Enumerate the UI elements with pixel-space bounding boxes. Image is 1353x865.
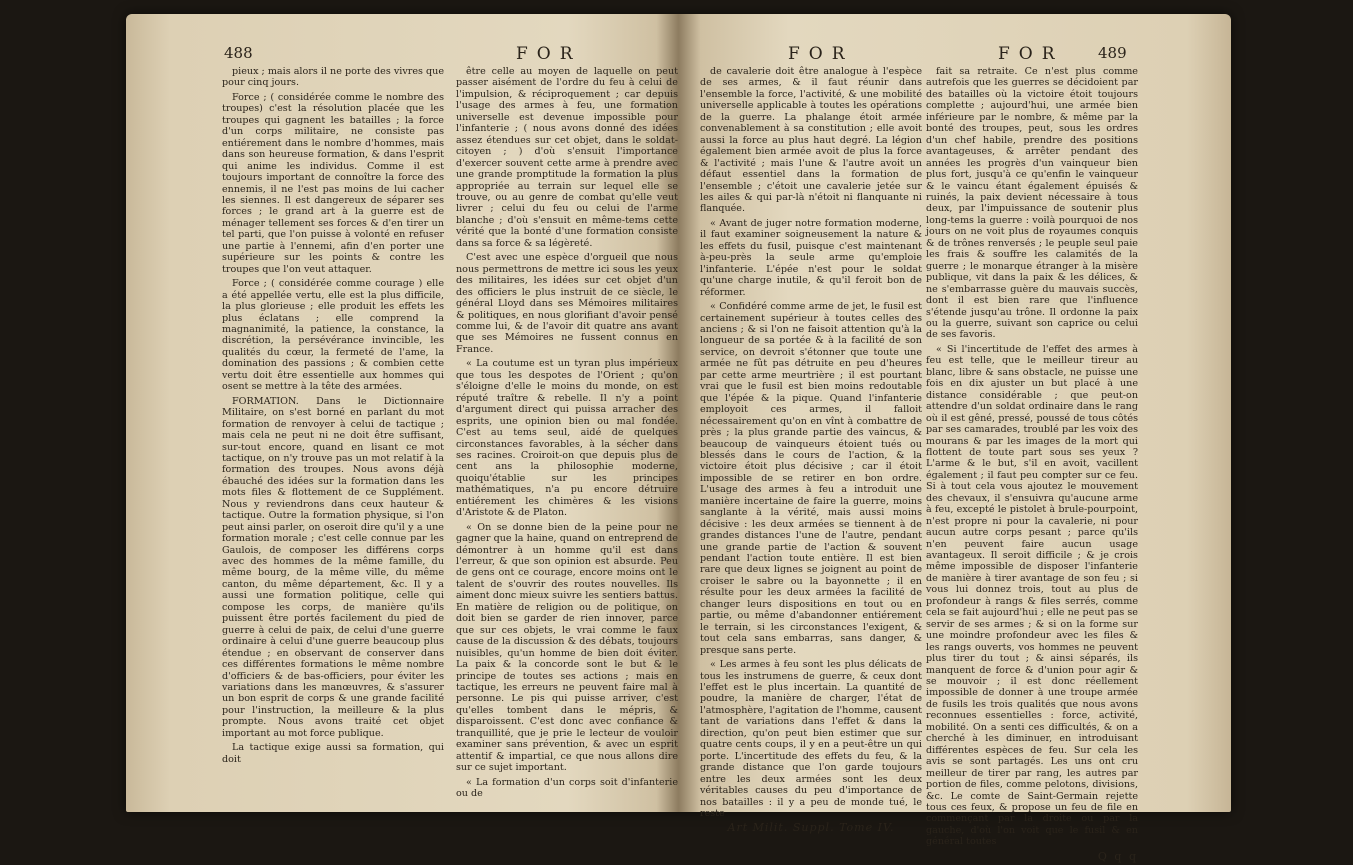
left-page	[216, 14, 686, 812]
paragraph: Force ; ( considérée comme le nombre des troupes) c'est la résolution placée que les troupes qui gagnent les batailles ; la force d'un corps militaire, ne consiste pas entiérement dans le nombre d'hommes, mais dans son heureuse formation, & dans l'esprit qui anime les individus. Comme il est toujours important de connoître la force des ennemis, il ne l'est pas moins de lui cacher les siennes. Il est dangereux de séparer ses forces ; le grand art à la guerre est de ménager tellement ses forces & d'en tirer un tel parti, que l'on puisse à volonté en refuser une partie à l'ennemi, afin d'en porter une supérieure sur les points & contre les troupes que l'on veut attaquer.	[222, 91, 444, 275]
right-column-2	[926, 66, 1138, 865]
paragraph: « Avant de juger notre formation moderne, il faut examiner soigneusement la nature & les effets du fusil, puisque c'est maintenant à-peu-près la seule arme qu'emploie l'infanterie. L'épée n'est pour le soldat qu'une charge inutile, & qu'il feroit bon de réformer.	[700, 217, 922, 298]
right-page-header	[698, 14, 1138, 64]
paragraph: de cavalerie doit être analogue à l'espèce de ses armes, & il faut réunir dans l'ensemble la force, l'activité, & une mobilité universelle applicable à toutes les opérations de la guerre. La phalange étoit armée convenablement à sa constitution ; elle avoit aussi la force au plus haut degré. La légion également bien armée avoit de plus la force & l'activité ; mais l'une & l'autre avoit un défaut essentiel dans la formation de l'ensemble ; c'étoit une cavalerie jetée sur les ailes & qui par-là n'étoit ni flanquante ni flanquée.	[700, 66, 922, 215]
paragraph: La tactique exige aussi sa formation, qui doit	[222, 742, 444, 765]
left-page-header	[216, 14, 686, 64]
paragraph: FORMATION. Dans le Dictionnaire Militaire, on s'est borné en parlant du mot formation de renvoyer à celui de tactique ; mais cela ne peut ni ne doit être suffisant, sur-tout encore, quand en lisant ce mot tactique, on n'y trouve pas un mot relatif à la formation des troupes. Nous avons déjà ébauché des idées sur la formation dans les mots files & flottement de ce Supplément. Nous y reviendrons dans ceux hauteur & tactique. Outre la formation physique, si l'on peut ainsi parler, on oseroit dire qu'il y a une formation morale ; c'est celle connue par les Gaulois, de composer les différens corps avec des hommes de la même famille, du même bourg, de la même ville, du même canton, du même département, &c. Il y a aussi une formation politique, celle qui compose les corps, de manière qu'ils puissent être portés facilement du pied de guerre à celui de paix, de celui d'une guerre ordinaire à celui d'une guerre beaucoup plus étendue ; en observant de conserver dans ces différentes formations le même nombre d'officiers & de bas-officiers, pour éviter les variations dans les manœuvres, & s'assurer un bon esprit de corps & une grande facilité pour l'instruction, la meilleure & la plus prompte. Nous avons traité cet objet important au mot force publique.	[222, 395, 444, 739]
right-running-head-2: FOR	[998, 44, 1064, 64]
left-column-2	[456, 66, 678, 803]
paragraph: pieux ; mais alors il ne porte des vivres que pour cinq jours.	[222, 66, 444, 89]
left-column-1	[222, 66, 444, 768]
paragraph: être celle au moyen de laquelle on peut passer aisément de l'ordre du feu à celui de l'impulsion, & réciproquement ; car depuis l'usage des armes à feu, une formation universelle est devenue impossible pour l'infanterie ; ( nous avons donné des idées assez étendues sur cet objet, dans le soldat-citoyen ; ) d'où s'ensuit l'importance d'exercer souvent cette arme à prendre avec une grande promptitude la formation la plus appropriée au terrain sur lequel elle se trouve, ou au genre de combat qu'elle veut livrer ; celui du feu ou celui de l'arme blanche ; d'où s'ensuit en même-tems cette vérité que la bonté d'une formation consiste dans sa force & sa légèreté.	[456, 66, 678, 249]
paragraph: « Les armes à feu sont les plus délicats de tous les instrumens de guerre, & ceux dont l'effet est le plus incertain. La quantité de poudre, la manière de charger, l'état de l'atmosphère, l'agitation de l'homme, causent tant de variations dans l'effet & dans la direction, qu'on peut bien estimer que sur quatre cents coups, il y en a peut-être un qui porte. L'incertitude des effets du feu, & la grande distance que l'on garde toujours entre les deux armées sont les deux véritables causes du peu d'importance de nos batailles : il y a peu de monde tué, le reste	[700, 659, 922, 819]
right-column-1	[700, 66, 922, 837]
left-page-number: 488	[224, 44, 253, 62]
paragraph: « La formation d'un corps soit d'infanterie ou de	[456, 776, 678, 800]
page-signature: Art Milit. Suppl. Tome IV.	[727, 821, 895, 835]
paragraph: « On se donne bien de la peine pour ne gagner que la haine, quand on entreprend de démontrer à un homme qu'il est dans l'erreur, & que son opinion est absurde. Peu de gens ont ce courage, encore moins ont le talent de s'ouvrir des routes nouvelles. Ils aiment donc mieux suivre les sentiers battus. En matière de religion ou de politique, on doit bien se garder de rien innover, parce que sur ces objets, le vrai comme le faux cause de la discussion & des débats, toujours nuisibles, qu'un homme de bien doit éviter. La paix & la concorde sont le but & le principe de toutes ses actions ; mais en tactique, les erreurs ne peuvent faire mal à personne. Le pis qui puisse arriver, c'est qu'elles tombent dans le mépris, & disparoissent. C'est donc avec confiance & tranquillité, que je prie le lecteur de vouloir examiner sans prévention, & avec un esprit attentif & impartial, ce que nous allons dire sur ce sujet important.	[456, 521, 678, 774]
paragraph: « La coutume est un tyran plus impérieux que tous les despotes de l'Orient ; qu'on s'éloigne d'elle le moins du monde, on est réputé traître & rebelle. Il n'y a point d'argument direct qui puissa arracher des esprits, une opinion bien ou mal fondée. C'est au tems seul, aidé de quelques circonstances favorables, à la sécher dans ses racines. Croiroit-on que depuis plus de cent ans la philosophie moderne, quoiqu'établie sur les principes mathématiques, n'a pu encore détruire entiérement les chimères & les visions d'Aristote & de Platon.	[456, 358, 678, 519]
paragraph: fait sa retraite. Ce n'est plus comme autrefois que les guerres se décidoient par des batailles où la victoire étoit toujours complette ; aujourd'hui, une armée bien inférieure par le nombre, & même par la bonté des troupes, peut, sous les ordres d'un chef habile, prendre des positions avantageuses, & arrêter pendant des années les progrès d'un vainqueur bien plus fort, jusqu'à ce qu'enfin le vainqueur & le vaincu étant également épuisés & ruinés, la paix devient nécessaire à tous deux, par l'impuissance de soutenir plus long-tems la guerre : voilà pourquoi de nos jours on ne voit plus de royaumes conquis & de trônes renversés ; le peuple seul paie les frais & souffre les calamités de la guerre ; le monarque étranger à la misère publique, vit dans la paix & les délices, & ne s'embarrasse guère du mauvais succès, dont il est bien rare que l'influence s'étende jusqu'au trône. Il ordonne la paix ou la guerre, suivant son caprice ou celui de ses favoris.	[926, 66, 1138, 341]
paragraph: C'est avec une espèce d'orgueil que nous nous permettrons de mettre ici sous les yeux des militaires, les idées sur cet objet d'un des officiers le plus instruit de ce siècle, le général Lloyd dans ses Mémoires militaires & politiques, en nous glorifiant d'avoir pensé comme lui, & de l'avoir dit quatre ans avant que ses Mémoires ne fussent connus en France.	[456, 252, 678, 355]
paragraph: Force ; ( considérée comme courage ) elle a été appellée vertu, elle est la plus difficile, la plus glorieuse ; elle produit les effets les plus éclatans ; elle comprend la magnanimité, la patience, la constance, la discrétion, la persévérance invincible, les qualités du cœur, la fermeté de l'ame, la domination des passions ; & combien cette vertu doit être essentielle aux hommes qui osent se mettre à la tête des armées.	[222, 278, 444, 393]
left-running-head: FOR	[516, 44, 582, 64]
right-page	[698, 14, 1138, 863]
right-page-number: 489	[1098, 44, 1127, 62]
open-book-spread	[126, 14, 1231, 863]
paragraph: « Si l'incertitude de l'effet des armes à feu est telle, que le meilleur tireur au blanc, libre & sans obstacle, ne puisse une fois en dix ajuster un but placé à une distance considérable ; que peut-on attendre d'un soldat ordinaire dans le rang où il est gêné, pressé, poussé de tous côtés par ses camarades, troublé par les voix des mourans & par les images de la mort qui flottent de toute part sous ses yeux ? L'arme & le but, s'il en avoit, vacillent également ; il faut peu compter sur ce feu. Si à tout cela vous ajoutez le mouvement des chevaux, il s'ensuivra qu'aucune arme à feu, excepté le pistolet à brule-pourpoint, n'est propre ni pour la cavalerie, ni pour aucun autre corps pesant ; parce qu'ils n'en peuvent faire aucun usage avantageux. Il seroit difficile ; & je crois même impossible de disposer l'infanterie de manière à tirer avantage de son feu ; si vous lui donnez trois, tout au plus de profondeur à rangs & files serrés, comme cela se fait aujourd'hui ; elle ne peut pas se servir de ses armes ; & si on la forme sur une moindre profondeur avec les files & les rangs ouverts, vos hommes ne peuvent plus tirer du tout ; & ainsi séparés, ils manquent de force & d'union pour agir & se mouvoir ; il est donc réellement impossible de donner à une troupe armée de fusils les trois qualités que nous avons reconnues essentielles : force, activité, mobilité. On a senti ces difficultés, & on a cherché à les diminuer, en introduisant différentes espèces de feu. Sur cela les avis se sont partagés. Les uns ont cru meilleur de tirer par rang, les autres par portion de files, comme pelotons, divisions, &c. Le comte de Saint-Germain rejette tous ces feux, & propose un feu de file en commençant par la droite ou par la gauche, d'où l'on voit que le fusil & en général toutes	[926, 343, 1138, 848]
right-running-head-1: FOR	[788, 44, 854, 64]
paragraph: « Confidéré comme arme de jet, le fusil est certainement supérieur à toutes celles des anciens ; & si l'on ne faisoit attention qu'à la longueur de sa portée & à la facilité de son service, on devroit s'étonner que toute une armée ne fût pas détruite en peu d'heures par cette arme meurtrière ; il est pourtant vrai que le fusil est bien moins redoutable que l'épée & la pique. Quand l'infanterie employoit ces armes, il falloit nécessairement qu'on en vînt à combattre de près ; la plus grande partie des vaincus, & beaucoup de vainqueurs étoient tués ou blessés dans le cours de l'action, & la victoire étoit plus décisive ; car il étoit impossible de se retirer en bon ordre. L'usage des armes à feu a introduit une manière incertaine de faire la guerre, moins sanglante à la vérité, mais aussi moins décisive : les deux armées se tiennent à de grandes distances l'une de l'autre, pendant une grande partie de l'action & souvent pendant l'action toute entière. Il est bien rare que deux lignes se joignent au point de croiser le sabre ou la bayonnette ; il en résulte pour les deux armées la facilité de changer leurs dispositions en tout ou en partie, ou même d'abandonner entiérement le terrain, si les circonstances l'exigent, & tout cela sans embarras, sans danger, & presque sans perte.	[700, 301, 922, 656]
gathering-signature: Q q q	[1097, 849, 1138, 863]
